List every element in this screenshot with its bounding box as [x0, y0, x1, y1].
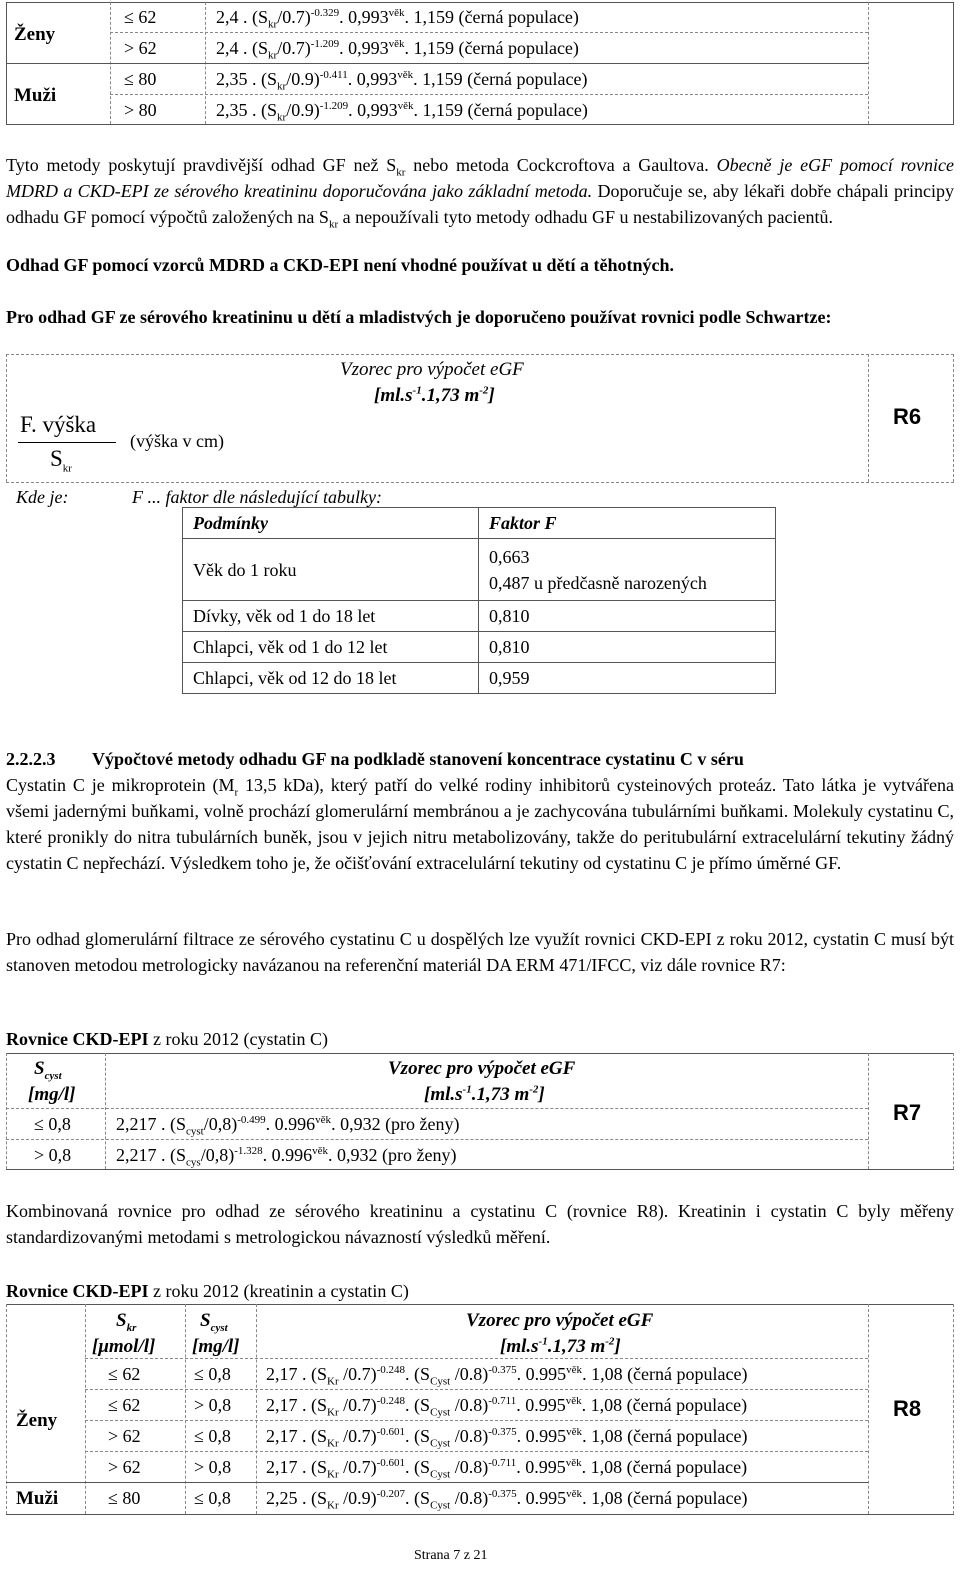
r8-row-5-c1: ≤ 80 — [108, 1488, 141, 1508]
combined-paragraph: Kombinovaná rovnice pro odhad ze sérového kreatininu a cystatinu C (rovnice R8). Kreatinin i cystatin C byly měřeny standardizovanými metodami s metrologickou návazností výsledků měření. — [6, 1201, 954, 1247]
table-row — [183, 632, 776, 663]
schwartz-denominator: $S_{kr}$ — [50, 446, 72, 475]
factor-head-cond: Podmínky — [183, 508, 479, 539]
factor-val: 0,810 — [479, 601, 776, 632]
factor-table — [182, 507, 776, 694]
r8-col1-unit: [μmol/l] — [92, 1336, 156, 1357]
r8-row-5-c2: ≤ 0,8 — [194, 1488, 231, 1508]
r8-col2-head: $S_{cyst}$ — [200, 1310, 228, 1334]
ckd-epi-paragraph: Pro odhad glomerulární filtrace ze sérového cystatinu C u dospělých lze využít rovnici CKD-EPI z roku 2012, cystatin C musí být stanoven metodou metrologicky navázanou na referenční materiál DA ERM 471/IFCC, viz dále rovnice R7: — [6, 929, 954, 975]
fraction-bar — [18, 442, 116, 443]
table-row — [183, 539, 776, 601]
r7-row-2-formula: 2,217 . $(S_{cys}/0,8)^{-1.328}$. $0.996^{věk}$. 0,932 (pro ženy) — [116, 1145, 457, 1169]
r7-header-1: Vzorec pro výpočet eGF — [388, 1058, 576, 1079]
schwartz-header-1: Vzorec pro výpočet eGF — [340, 359, 524, 380]
group-zeny-label: Ženy — [14, 24, 56, 45]
equation-tag-r6: R6 — [893, 404, 922, 429]
equation-tag-r8: R8 — [893, 1396, 922, 1421]
methods-paragraph: Tyto metody poskytují pravdivější odhad GF než $S_{kr}$ nebo metoda Cockcroftova a Gaultova. Obecně je eGF pomocí rovnice MDRD a CKD-EPI ze sérového kreatininu doporučována jako základní metoda. Doporučuje se, aby lékaři dobře chápali principy odhadu GF pomocí výpočtů založených na $S_{kr}$ a nepoužívali tyto metody odhadu GF u nestabilizovaných pacientů. — [6, 155, 954, 231]
r8-row-1-c1: ≤ 62 — [108, 1364, 141, 1384]
top-row-4-cond: > 80 — [124, 100, 157, 120]
r8-col2-unit: [mg/l] — [192, 1336, 240, 1357]
factor-val: 0,959 — [479, 663, 776, 694]
r8-row-2-formula: 2,17 . ($S_{Kr}$ /0.7)$^{-0.248}$. ($S_{Cyst}$ /0.8)$^{-0.711}$. $0.995^{věk}$. 1,08 (černá populace) — [266, 1395, 748, 1419]
r8-row-1-c2: ≤ 0,8 — [194, 1364, 231, 1384]
factor-cond: Chlapci, věk od 1 do 12 let — [183, 632, 479, 663]
group-muzi-label: Muži — [14, 85, 57, 106]
r7-row-1-formula: 2,217 . $(S_{cyst}/0,8)^{-0.499}$. $0.996^{věk}$. 0,932 (pro ženy) — [116, 1114, 460, 1138]
top-row-2-formula: 2,4 . $(S_{kr}/0.7)^{-1.209}$. $0,993^{věk}$. 1,159 (černá populace) — [216, 38, 579, 62]
page-footer: Strana 7 z 21 — [414, 1548, 488, 1563]
cystatin-paragraph: Cystatin C je mikroprotein ($M_r$ 13,5 kDa), který patří do velké rodiny inhibitorů cysteinových proteáz. Tato látka je vytvářena všemi jadernými buňkami, volně prochází glomerulární membránou a je zachycována tubulárními buňkami. Molekuly cystatinu C, které pronikly do nitra tubulárních buněk, jsou v jejich nitru metabolizovány, takže do peritubulární extracelulární tekutiny žádný cystatin C nepřechází. Výsledkem toho je, že očišťování extracelulární tekutiny od cystatinu C je přímo úměrné GF. — [6, 775, 955, 873]
factor-cond: Věk do 1 roku — [183, 539, 479, 601]
r8-row-2-c2: > 0,8 — [194, 1395, 232, 1415]
schwartz-intro: Pro odhad GF ze sérového kreatininu u dětí a mladistvých je doporučeno používat rovnici podle Schwartze: — [6, 307, 832, 327]
where-label: Kde je: — [16, 487, 69, 507]
factor-val: 0,663 0,487 u předčasně narozených — [479, 539, 776, 601]
r8-row-5-formula: 2,25 . ($S_{Kr}$ /0.9)$^{-0.207}$. ($S_{Cyst}$ /0.8)$^{-0.375}$. $0.995^{věk}$. 1,08 (černá populace) — [266, 1488, 748, 1512]
r8-row-3-c2: ≤ 0,8 — [194, 1426, 231, 1446]
top-row-1-formula: 2,4 . $(S_{kr}/0.7)^{-0.329}$. $0,993^{věk}$. 1,159 (černá populace) — [216, 7, 579, 31]
table-row — [183, 601, 776, 632]
r8-row-4-formula: 2,17 . ($S_{Kr}$ /0.7)$^{-0.601}$. ($S_{Cyst}$ /0.8)$^{-0.711}$. $0.995^{věk}$. 1,08 (černá populace) — [266, 1457, 748, 1481]
r8-row-3-c1: > 62 — [108, 1426, 141, 1446]
factor-cond: Chlapci, věk od 12 do 18 let — [183, 663, 479, 694]
schwartz-numerator: F. výška — [20, 412, 97, 437]
r8-group-muzi: Muži — [16, 1488, 59, 1509]
r8-row-4-c2: > 0,8 — [194, 1457, 232, 1477]
factor-val: 0,810 — [479, 632, 776, 663]
factor-cond: Dívky, věk od 1 do 18 let — [183, 601, 479, 632]
r7-row-1-cond: ≤ 0,8 — [34, 1114, 71, 1134]
r8-row-1-formula: 2,17 . ($S_{Kr}$ /0.7)$^{-0.248}$. ($S_{Cyst}$ /0.8)$^{-0.375}$. $0.995^{věk}$. 1,08 (černá populace) — [266, 1364, 748, 1388]
r8-header-1: Vzorec pro výpočet eGF — [466, 1310, 654, 1331]
r7-header-2: [$ml.s^{-1}.1,73$ $m^{-2}$] — [424, 1083, 545, 1105]
top-row-2-cond: > 62 — [124, 38, 157, 58]
r8-caption: Rovnice CKD-EPI z roku 2012 (kreatinin a cystatin C) — [6, 1281, 409, 1301]
schwartz-header-2: [$ml.s^{-1}.1,73$ $m^{-2}$] — [374, 384, 495, 406]
children-warning: Odhad GF pomocí vzorců MDRD a CKD-EPI není vhodné používat u dětí a těhotných. — [6, 255, 675, 275]
r7-col1-head: $S_{cyst}$ — [34, 1058, 62, 1082]
factor-head-val: Faktor F — [479, 508, 776, 539]
r7-col1-unit: [mg/l] — [28, 1084, 76, 1105]
equation-tag-r7: R7 — [893, 1100, 922, 1125]
top-row-3-cond: ≤ 80 — [124, 69, 157, 89]
r8-group-zeny: Ženy — [16, 1410, 58, 1431]
r8-col1-head: $S_{kr}$ — [116, 1310, 137, 1334]
r8-row-4-c1: > 62 — [108, 1457, 141, 1477]
r8-header-2: [$ml.s^{-1}.1,73$ $m^{-2}$] — [500, 1335, 621, 1357]
schwartz-note: (výška v cm) — [130, 431, 224, 451]
top-row-3-formula: 2,35 . $(S_{kr}/0.9)^{-0.411}$. $0,993^{věk}$. 1,159 (černá populace) — [216, 69, 588, 93]
table-row — [183, 663, 776, 694]
section-heading: 2.2.2.3 Výpočtové metody odhadu GF na podkladě stanovení koncentrace cystatinu C v séru — [6, 749, 744, 769]
top-row-4-formula: 2,35 . $(S_{kr}/0.9)^{-1.209}$. $0,993^{věk}$. 1,159 (černá populace) — [216, 100, 588, 124]
r7-caption: Rovnice CKD-EPI z roku 2012 (cystatin C) — [6, 1029, 328, 1049]
r7-row-2-cond: > 0,8 — [34, 1145, 72, 1165]
r8-row-3-formula: 2,17 . ($S_{Kr}$ /0.7)$^{-0.601}$. ($S_{Cyst}$ /0.8)$^{-0.375}$. $0.995^{věk}$. 1,08 (černá populace) — [266, 1426, 748, 1450]
where-text: F ... faktor dle následující tabulky: — [132, 487, 382, 507]
top-row-1-cond: ≤ 62 — [124, 7, 157, 27]
r8-row-2-c1: ≤ 62 — [108, 1395, 141, 1415]
